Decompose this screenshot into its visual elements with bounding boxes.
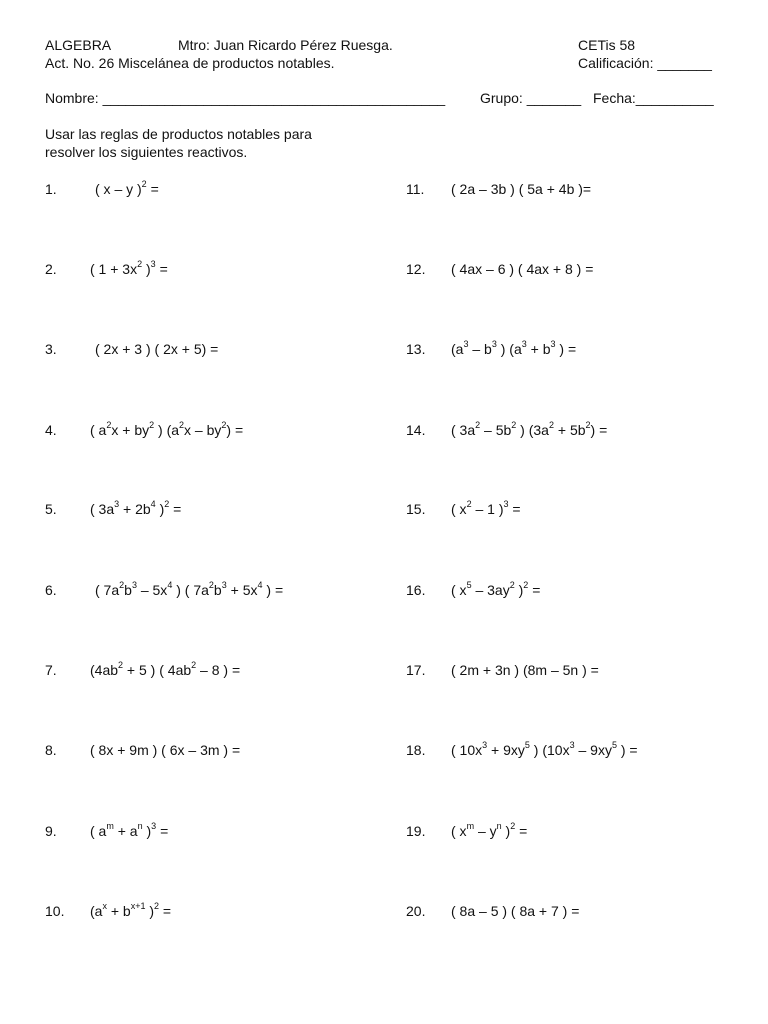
exercise-number: 20. — [406, 903, 426, 919]
exercise-number: 5. — [45, 501, 57, 517]
exercise-number: 12. — [406, 261, 426, 277]
exercise-number: 9. — [45, 823, 57, 839]
exercise-number: 16. — [406, 582, 426, 598]
group-field: Grupo: _______ — [480, 90, 582, 106]
exercise-number: 17. — [406, 662, 426, 678]
exercise-number: 10. — [45, 903, 65, 919]
exercise-expression: ( 2x + 3 ) ( 2x + 5) = — [95, 341, 219, 357]
exercise-expression: ( $10x^3 + 9xy^5$ ) ($10x^3 - 9xy^5$ ) = — [451, 740, 638, 758]
exercise-expression: ( 8a – 5 ) ( 8a + 7 ) = — [451, 903, 580, 919]
instructions-line-2: resolver los siguientes reactivos. — [45, 144, 248, 160]
exercise-expression: ( 8x + 9m ) ( 6x – 3m ) = — [90, 742, 241, 758]
exercise-number: 2. — [45, 261, 57, 277]
school-label: CETis 58 — [578, 37, 636, 53]
exercise-expression: ($a^3 - b^3$ ) ($a^3 + b^3$ ) = — [451, 339, 577, 357]
exercise-expression: ( 2m + 3n ) (8m – 5n ) = — [451, 662, 599, 678]
exercise-expression: ( $1 + 3x^2$ )$^3$ = — [90, 259, 168, 277]
exercise-number: 18. — [406, 742, 426, 758]
exercise-expression: ($a^x + b^{x+1}$ )$^2$ = — [90, 901, 172, 919]
exercise-number: 11. — [406, 181, 425, 197]
grade-field: Calificación: _______ — [578, 55, 712, 71]
exercise-expression: ( x – y )$^2$ = — [95, 179, 159, 197]
exercise-number: 15. — [406, 501, 426, 517]
exercise-number: 14. — [406, 422, 426, 438]
exercise-expression: ( $x^5 - 3ay^2$ )$^2$ = — [451, 580, 541, 598]
exercise-expression: ( $3a^2 - 5b^2$ ) $(3a^2 + 5b^2)$ = — [451, 420, 608, 438]
activity-title: Act. No. 26 Miscelánea de productos notables. — [45, 55, 335, 71]
subject-label: ALGEBRA — [45, 37, 112, 53]
exercise-expression: ( 4ax – 6 ) ( 4ax + 8 ) = — [451, 261, 594, 277]
instructions-line-1: Usar las reglas de productos notables para — [45, 126, 312, 142]
exercise-expression: ( $a^m + a^n$ )$^3$ = — [90, 821, 169, 839]
exercise-expression: ($4ab^2 + 5$ ) ( $4ab^2 - 8$ ) = — [90, 660, 241, 678]
exercise-expression: ( $x^m - y^n$ )$^2$ = — [451, 821, 528, 839]
exercise-number: 19. — [406, 823, 426, 839]
exercise-number: 1. — [45, 181, 57, 197]
name-field: Nombre: ____________________________________________ — [45, 90, 446, 106]
exercise-expression: ( $3a^3 + 2b^4$ )$^2$ = — [90, 499, 182, 517]
exercise-expression: ( $7a^2b^3 - 5x^4$ ) ( $7a^2b^3 + 5x^4$ ) = — [95, 580, 284, 598]
exercise-expression: ( $a^2x + by^2$ ) $(a^2x - by^2)$ = — [90, 420, 244, 438]
exercise-expression: ( $x^2 - 1$ )$^3$ = — [451, 499, 521, 517]
exercise-number: 6. — [45, 582, 57, 598]
date-field: Fecha:__________ — [593, 90, 714, 106]
exercise-number: 13. — [406, 341, 426, 357]
exercise-number: 8. — [45, 742, 57, 758]
exercise-expression: ( 2a – 3b ) ( 5a + 4b )= — [451, 181, 592, 197]
exercise-number: 7. — [45, 662, 57, 678]
exercise-number: 4. — [45, 422, 57, 438]
exercise-number: 3. — [45, 341, 57, 357]
teacher-label: Mtro: Juan Ricardo Pérez Ruesga. — [178, 37, 393, 53]
